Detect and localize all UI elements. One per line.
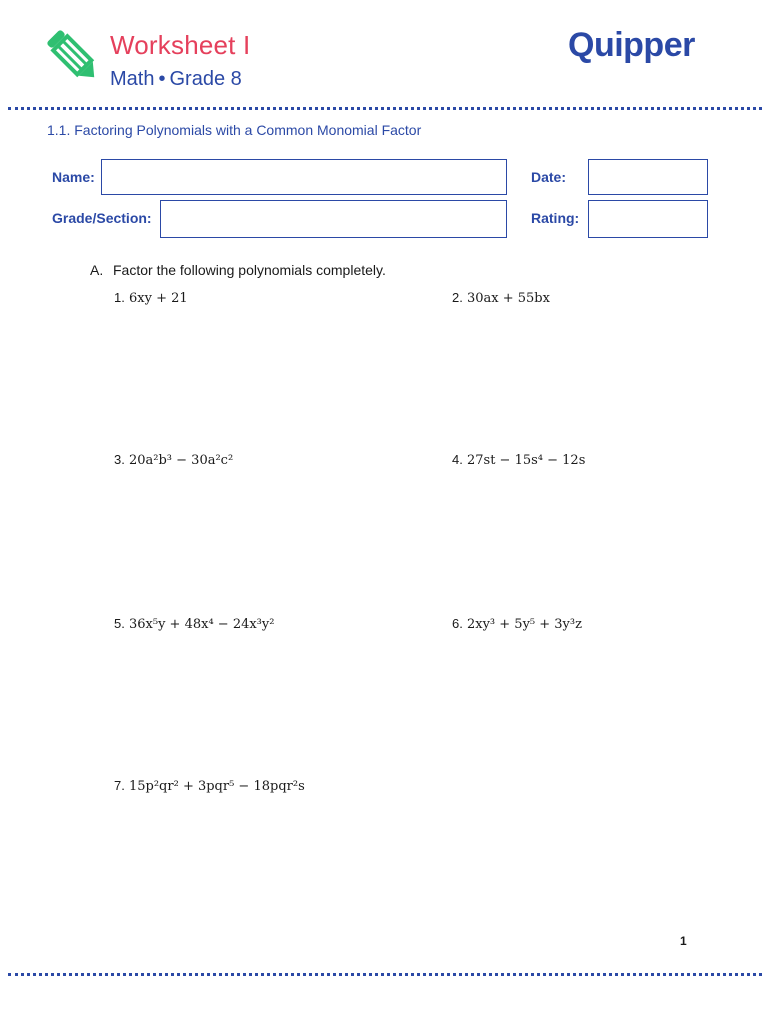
rating-field[interactable] (588, 200, 708, 238)
bottom-divider (8, 973, 762, 976)
grade-section-field[interactable] (160, 200, 507, 238)
problem-number: 7. (114, 778, 125, 793)
brand-logo: Quipper (568, 26, 695, 64)
instruction (90, 262, 386, 278)
problem-7 (114, 778, 305, 794)
problem-expression: 2xy³ + 5y⁵ + 3y³z (466, 617, 582, 632)
problem-4 (452, 452, 585, 468)
problem-2 (452, 290, 550, 306)
problem-expression: 20a²b³ − 30a²c² (128, 453, 234, 468)
problem-expression: 15p²qr² + 3pqr⁵ − 18pqr²s (128, 779, 305, 794)
problem-number: 6. (452, 616, 463, 631)
worksheet-subtitle (110, 68, 242, 91)
page-number: 1 (680, 934, 687, 948)
problem-5 (114, 616, 274, 632)
problem-number: 4. (452, 452, 463, 467)
worksheet-title: Worksheet I (110, 30, 251, 60)
name-label: Name: (52, 169, 95, 185)
problem-expression: 27st − 15s⁴ − 12s (466, 453, 586, 468)
rating-label: Rating: (531, 210, 580, 226)
problem-number: 1. (114, 290, 125, 305)
name-field[interactable] (101, 159, 507, 195)
problem-expression: 30ax + 55bx (466, 291, 550, 306)
problem-number: 3. (114, 452, 125, 467)
grade-label: Grade 8 (169, 68, 242, 90)
section-title: 1.1. Factoring Polynomials with a Common Monomial Factor (47, 122, 422, 138)
pencil-logo-icon (44, 26, 102, 86)
subject-label: Math (110, 68, 155, 90)
problem-1 (114, 290, 188, 306)
date-label: Date: (531, 169, 567, 185)
problem-number: 2. (452, 290, 463, 305)
problem-number: 5. (114, 616, 125, 631)
date-field[interactable] (588, 159, 708, 195)
problem-expression: 36x⁵y + 48x⁴ − 24x³y² (128, 617, 275, 632)
problem-6 (452, 616, 582, 632)
problem-3 (114, 452, 233, 468)
top-divider (8, 107, 762, 110)
instruction-text: Factor the following polynomials completely. (113, 262, 386, 278)
grade-section-label: Grade/Section: (52, 210, 152, 226)
problem-expression: 6xy + 21 (128, 291, 188, 306)
subtitle-separator: • (158, 68, 166, 90)
instruction-letter: A. (90, 262, 104, 278)
